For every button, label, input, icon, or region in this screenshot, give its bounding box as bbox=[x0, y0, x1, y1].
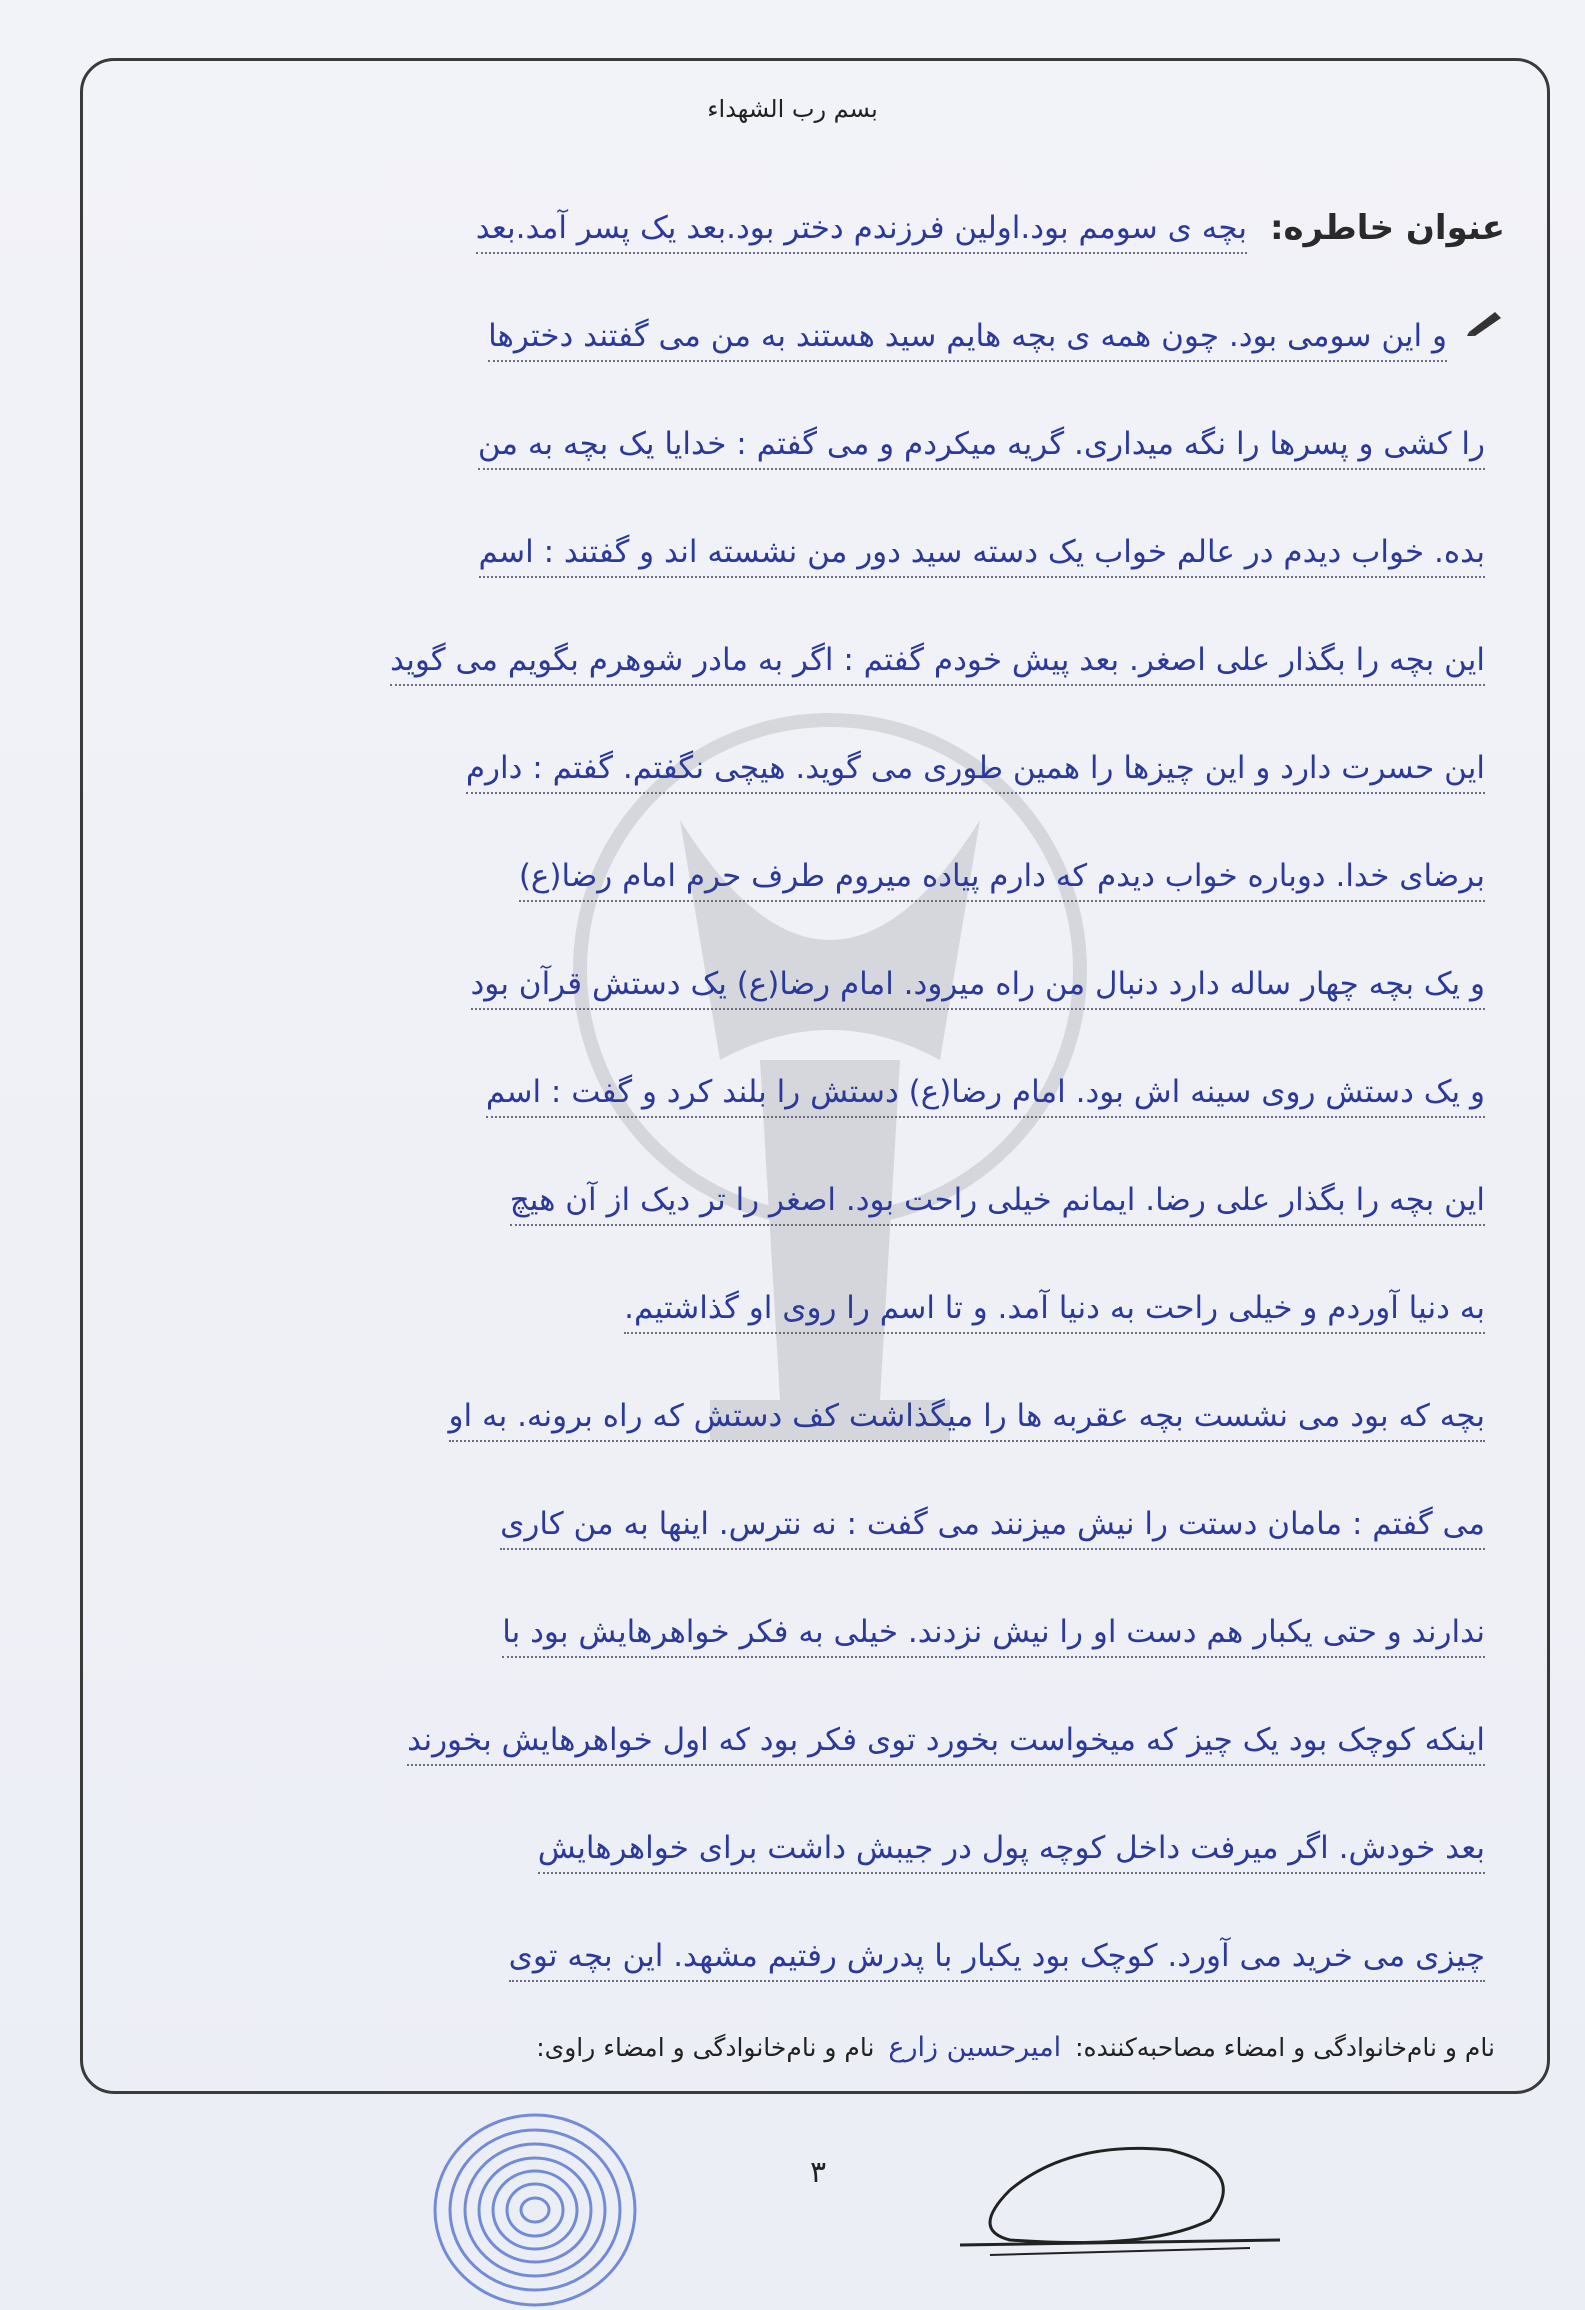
handwritten-line: را کشی و پسرها را نگه میداری. گریه میکردم و می گفتم : خدایا یک بچه به من bbox=[478, 426, 1485, 470]
handwritten-line: ندارند و حتی یکبار هم دست او را نیش نزدند. خیلی به فکر خواهرهایش بود با bbox=[502, 1614, 1485, 1658]
interviewer-label: نام و نام‌خانوادگی و امضاء مصاحبه‌کننده: bbox=[1075, 2033, 1495, 2062]
handwritten-line: این حسرت دارد و این چیزها را همین طوری می گوید. هیچی نگفتم. گفتم : دارم bbox=[466, 750, 1485, 794]
handwritten-line: چیزی می خرید می آورد. کوچک بود یکبار با پدرش رفتیم مشهد. این بچه توی bbox=[509, 1938, 1485, 1982]
page-heading: بسم رب الشهداء bbox=[707, 95, 878, 123]
handwritten-line: و این سومی بود. چون همه ی بچه هایم سید هستند به من می گفتند دخترها bbox=[488, 318, 1447, 362]
handwritten-line: به دنیا آوردم و خیلی راحت به دنیا آمد. و تا اسم را روی او گذاشتیم. bbox=[624, 1290, 1485, 1334]
handwritten-line: و یک دستش روی سینه اش بود. امام رضا(ع) دستش را بلند کرد و گفت : اسم bbox=[486, 1074, 1485, 1118]
handwritten-line: بده. خواب دیدم در عالم خواب یک دسته سید دور من نشسته اند و گفتند : اسم bbox=[479, 534, 1485, 578]
handwritten-line: اینکه کوچک بود یک چیز که میخواست بخورد توی فکر بود که اول خواهرهایش بخورند bbox=[407, 1722, 1485, 1766]
pen-icon bbox=[1465, 308, 1505, 338]
handwritten-line: بچه ی سومم بود.اولین فرزندم دختر بود.بعد یک پسر آمد.بعد bbox=[476, 210, 1247, 254]
page-number: ۳ bbox=[810, 2155, 827, 2190]
handwritten-line: برضای خدا. دوباره خواب دیدم که دارم پیاده میروم طرف حرم امام رضا(ع) bbox=[519, 858, 1485, 902]
handwritten-line: و یک بچه چهار ساله دارد دنبال من راه میرود. امام رضا(ع) یک دستش قرآن بود bbox=[471, 966, 1486, 1010]
memoir-title-label: عنوان خاطره: bbox=[1269, 208, 1505, 248]
handwritten-line: بعد خودش. اگر میرفت داخل کوچه پول در جیبش داشت برای خواهرهایش bbox=[538, 1830, 1485, 1874]
handwritten-signature bbox=[950, 2130, 1310, 2280]
handwritten-line: می گفتم : مامان دستت را نیش میزنند می گفت : نه نترس. اینها به من کاری bbox=[500, 1506, 1485, 1550]
handwritten-line: این بچه را بگذار علی رضا. ایمانم خیلی راحت بود. اصغر را تر دیک از آن هیچ bbox=[510, 1182, 1485, 1226]
handwritten-line: بچه که بود می نشست بچه عقربه ها را میگذاشت کف دستش که راه برونه. به او bbox=[449, 1398, 1485, 1442]
fingerprint-stamp bbox=[420, 2090, 650, 2310]
narrator-label: نام و نام‌خانوادگی و امضاء راوی: bbox=[536, 2033, 875, 2062]
handwritten-line: این بچه را بگذار علی اصغر. بعد پیش خودم گفتم : اگر به مادر شوهرم بگویم می گوید bbox=[390, 642, 1485, 686]
signature-footer bbox=[536, 2032, 1495, 2063]
interviewer-name: امیرحسین زارع bbox=[888, 2032, 1062, 2063]
